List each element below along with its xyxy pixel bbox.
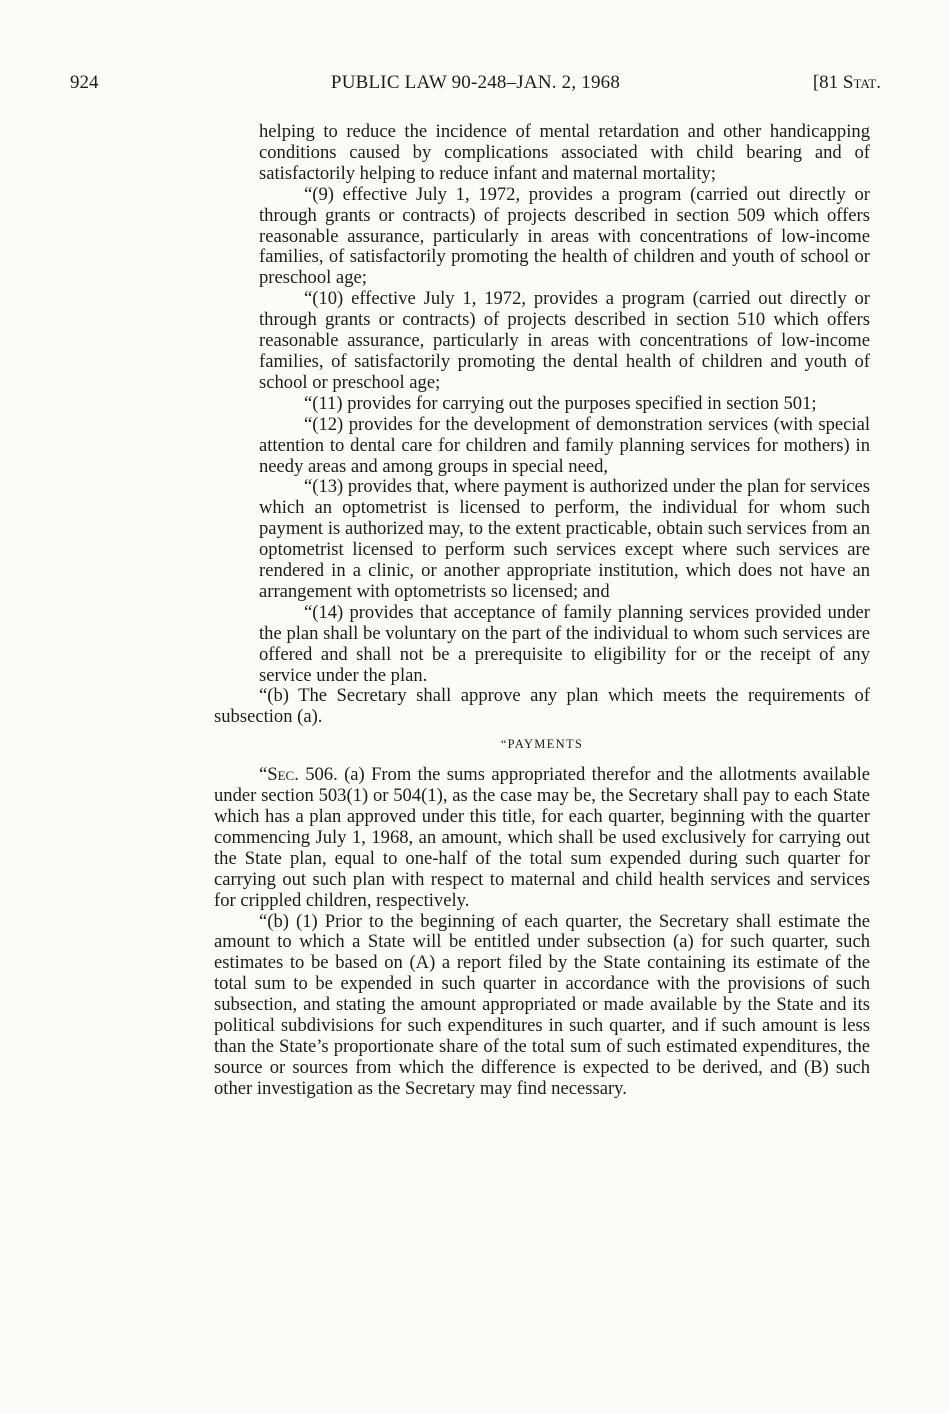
payments-heading: “PAYMENTS [500, 737, 584, 752]
statute-body [214, 122, 870, 1100]
clause-11: “(11) provides for carrying out the purposes specified in section 501; [304, 392, 817, 414]
running-title: PUBLIC LAW 90-248–JAN. 2, 1968 [330, 72, 621, 93]
page-number: 924 [70, 72, 99, 93]
section-506-label: “Sec. 506. [259, 764, 338, 786]
section-506-a-text: (a) From the sums appropriated therefor and the allotments available under section 503(1) or 504(1), as the case may be, the Secretary shall pay to each State which has a plan approved under this title, for each quarter, beginning with the quarter commencing July 1, 1968, an amount, which shall be used exclusively for carrying out the State plan, equal to one-half of the total sum expended during such quarter for carrying out such plan with respect to maternal and child health services and services for crippled children, respectively. [214, 764, 870, 911]
page-header [70, 72, 881, 98]
volume-reference [813, 72, 881, 94]
clause-14: “(14) provides that acceptance of family planning services provided under the plan shall be voluntary on the part of the individual to whom such services are offered and shall not be a prerequisite to eligibility for or the receipt of any service under the plan. [259, 601, 870, 686]
section-506-a [214, 765, 870, 911]
volume-ref-prefix: [81 [812, 72, 843, 93]
clause-13: “(13) provides that, where payment is authorized under the plan for services which an optometrist is licensed to perform, the individual for whom such payment is authorized may, to the extent practicable, obtain such services from an optometrist licensed to perform such services except where such services are rendered in a clinic, or another appropriate institution, which does not have an arrangement with optometrists so licensed; and [259, 476, 870, 602]
volume-ref-stat: Stat. [842, 72, 881, 93]
clause-12: “(12) provides for the development of demonstration services (with special attention to dental care for children and family planning services for mothers) in needy areas and among groups in special need, [259, 413, 870, 477]
section-506-b1: “(b) (1) Prior to the beginning of each quarter, the Secretary shall estimate the amount to which a State will be entitled under subsection (a) for such quarter, such estimates to be based on (A) a report filed by the State containing its estimate of the total sum to be expended in such quarter in accordance with the provisions of such subsection, and stating the amount appropriated or made available by the State and its political subdivisions for such expenditures in such quarter, and if such amount is less than the State’s proportionate share of the total sum of such estimated expenditures, the source or sources from which the difference is expected to be derived, and (B) such other investigation as the Secretary may find necessary. [214, 910, 870, 1099]
paragraph-continuation: helping to reduce the incidence of mental retardation and other handicapping conditions caused by complications associated with child bearing and of satisfactorily helping to reduce infant and maternal mortality; [259, 121, 870, 184]
clause-10: “(10) effective July 1, 1972, provides a program (carried out directly or through grants or contracts) of projects described in section 510 which offers reasonable assurance, particularly in areas with concentrations of low-income families, of satisfactorily promoting the dental health of children and youth of school or preschool age; [259, 288, 870, 393]
clause-9: “(9) effective July 1, 1972, provides a program (carried out directly or through grants or contracts) of projects described in section 509 which offers reasonable assurance, particularly in areas with concentrations of low-income families, of satisfactorily promoting the health of children and youth of school or preschool age; [259, 183, 870, 289]
subsection-b-approval: “(b) The Secretary shall approve any plan which meets the requirements of subsection (a). [214, 685, 870, 728]
